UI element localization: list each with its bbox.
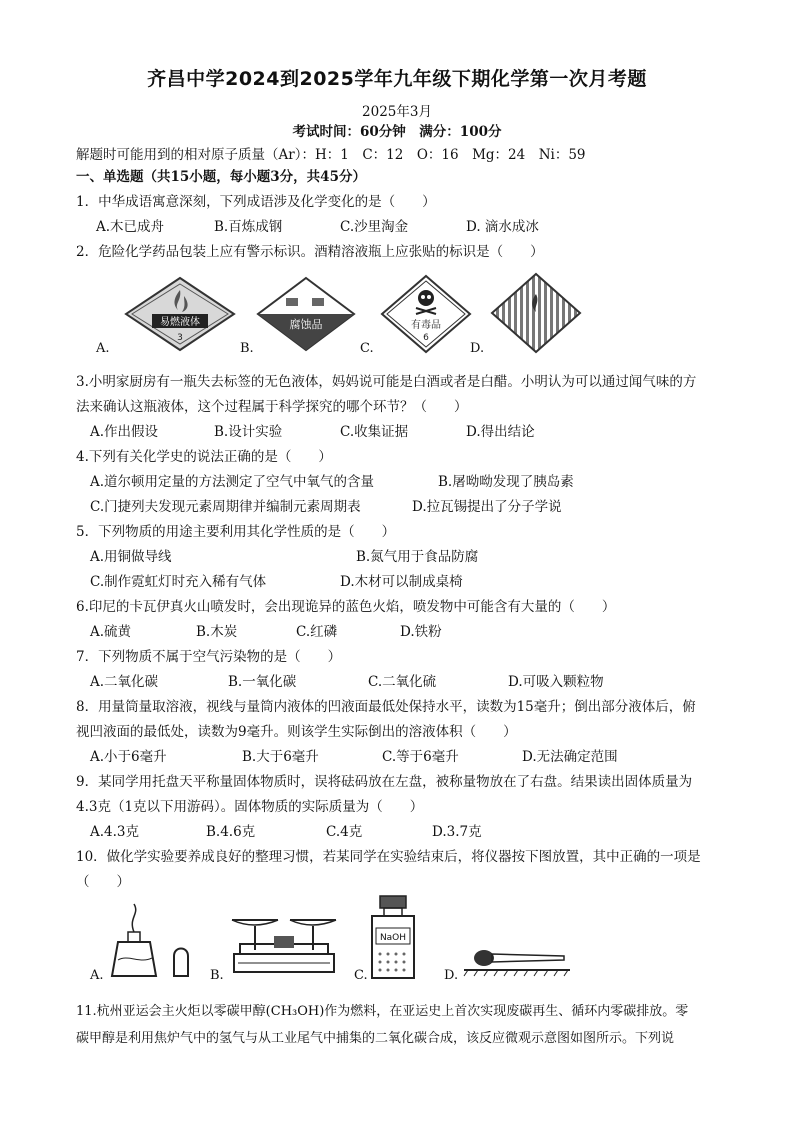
q5-option-b: B.氮气用于食品防腐 (356, 549, 479, 565)
atomic-mass-line: 解题时可能用到的相对原子质量（Ar）：H：1 C：12 O：16 Mg：24 Ni：59 (76, 147, 586, 163)
question-2-stem: 2．危险化学药品包装上应有警示标识。酒精溶液瓶上应张贴的标识是（ ） (76, 244, 544, 260)
q1-option-b: B.百炼成钢 (214, 219, 283, 235)
question-11-stem-line1: 11.杭州亚运会主火炬以零碳甲醇(CH₃OH)作为燃料，在亚运史上首次实现废碳再生、循环内零碳排放。零 (76, 1004, 689, 1019)
q4-option-b: B.屠呦呦发现了胰岛素 (438, 474, 574, 490)
sign-b-label: 腐蚀品 (289, 318, 323, 331)
question-6-stem: 6.印尼的卡瓦伊真火山喷发时，会出现诡异的蓝色火焰，喷发物中可能含有大量的（ ） (76, 599, 616, 615)
q3-option-a: A.作出假设 (90, 424, 159, 440)
test-tube-icon (286, 298, 298, 306)
q9-option-c: C.4克 (326, 824, 363, 840)
naoh-bottle-image (368, 894, 418, 982)
q7-option-c: C.二氧化硫 (368, 674, 437, 690)
sign-c-label: 有毒品 (411, 320, 441, 331)
q9-option-b: B.4.6克 (206, 824, 256, 840)
q8-option-d: D.无法确定范围 (522, 749, 618, 765)
q7-option-d: D.可吸入颗粒物 (508, 674, 604, 690)
q3-option-d: D.得出结论 (466, 424, 535, 440)
q6-option-c: C.红磷 (296, 624, 338, 640)
flammable-solid-sign (490, 272, 582, 354)
corrosive-sign (256, 276, 356, 352)
q1-option-a: A.木已成舟 (96, 219, 165, 235)
wick-icon (132, 904, 135, 932)
q6-option-a: A.硫黄 (90, 624, 132, 640)
q7-option-b: B.一氧化碳 (228, 674, 297, 690)
q1-option-d: D. 滴水成冰 (466, 219, 539, 235)
question-3-stem-line2: 法来确认这瓶液体，这个过程属于科学探究的哪个环节？（ ） (76, 399, 468, 415)
q3-option-c: C.收集证据 (340, 424, 409, 440)
q10-option-b: B. (210, 968, 224, 983)
question-8-stem-line1: 8．用量筒量取溶液，视线与量筒内液体的凹液面最低处保持水平，读数为15毫升；倒出部分液体后，俯 (76, 699, 696, 715)
toxic-sign (380, 274, 472, 354)
q9-option-d: D.3.7克 (432, 824, 482, 840)
exam-date: 2025年3月 (362, 104, 432, 120)
q6-option-b: B.木炭 (196, 624, 238, 640)
skull-icon (418, 290, 434, 306)
bottle-label: NaOH (379, 933, 407, 943)
q1-option-c: C.沙里淘金 (340, 219, 409, 235)
question-3-stem-line1: 3.小明家厨房有一瓶失去标签的无色液体，妈妈说可能是白酒或者是白醋。小明认为可以通过闻气味的方 (76, 374, 697, 390)
section-heading: 一、单选题（共15小题，每小题3分，共45分） (76, 169, 366, 185)
q2-option-c: C. (360, 341, 374, 356)
q9-option-a: A.4.3克 (90, 824, 140, 840)
balance-image (228, 906, 340, 978)
question-10-stem-line1: 10．做化学实验要养成良好的整理习惯，若某同学在实验结束后，将仪器按下图放置，其中正确的一项是 (76, 849, 701, 865)
q5-option-d: D.木材可以制成桌椅 (340, 574, 463, 590)
sign-c-number: 6 (423, 333, 429, 343)
question-5-stem: 5．下列物质的用途主要利用其化学性质的是（ ） (76, 524, 396, 540)
q3-option-b: B.设计实验 (214, 424, 283, 440)
q7-option-a: A.二氧化碳 (90, 674, 159, 690)
q8-option-a: A.小于6毫升 (90, 749, 167, 765)
dropper-on-table-image (460, 940, 572, 980)
q2-option-b: B. (240, 341, 254, 356)
flammable-liquid-sign (124, 276, 236, 352)
page-title: 齐昌中学2024到2025学年九年级下期化学第一次月考题 (147, 68, 647, 90)
q8-option-b: B.大于6毫升 (242, 749, 319, 765)
question-10-stem-line2: （ ） (76, 874, 130, 890)
dropper-bulb-icon (474, 950, 494, 966)
q2-option-a: A. (96, 341, 110, 356)
q4-option-c: C.门捷列夫发现元素周期律并编制元素周期表 (90, 499, 361, 515)
question-8-stem-line2: 视凹液面的最低处，读数为9毫升。则该学生实际倒出的溶液体积（ ） (76, 724, 517, 740)
lamp-cap-icon (174, 949, 188, 977)
question-1-stem: 1．中华成语寓意深刻，下列成语涉及化学变化的是（ ） (76, 194, 436, 210)
question-9-stem-line1: 9．某同学用托盘天平称量固体物质时，误将砝码放在左盘，被称量物放在了右盘。结果读出固体质量为 (76, 774, 693, 790)
q2-option-d: D. (470, 341, 485, 356)
bottle-cap-icon (380, 896, 406, 908)
q4-option-d: D.拉瓦锡提出了分子学说 (412, 499, 562, 515)
question-4-stem: 4.下列有关化学史的说法正确的是（ ） (76, 449, 332, 465)
exam-info: 考试时间：60分钟 满分：100分 (292, 124, 502, 140)
sign-a-number: 3 (177, 333, 183, 343)
question-11-stem-line2: 碳甲醇是利用焦炉气中的氢气与从工业尾气中捕集的二氧化碳合成，该反应微观示意图如图所示。下列说 (76, 1031, 675, 1046)
q6-option-d: D.铁粉 (400, 624, 442, 640)
q5-option-c: C.制作霓虹灯时充入稀有气体 (90, 574, 267, 590)
question-9-stem-line2: 4.3克（1克以下用游码）。固体物质的实际质量为（ ） (76, 799, 424, 815)
q8-option-c: C.等于6毫升 (382, 749, 459, 765)
q10-option-a: A. (90, 968, 104, 983)
q4-option-a: A.道尔顿用定量的方法测定了空气中氧气的含量 (90, 474, 375, 490)
alcohol-lamp-image (104, 902, 194, 980)
q10-option-d: D. (444, 968, 459, 983)
question-7-stem: 7．下列物质不属于空气污染物的是（ ） (76, 649, 342, 665)
q10-option-c: C. (354, 968, 368, 983)
q5-option-a: A.用铜做导线 (90, 549, 172, 565)
sign-a-label: 易燃液体 (160, 317, 200, 328)
